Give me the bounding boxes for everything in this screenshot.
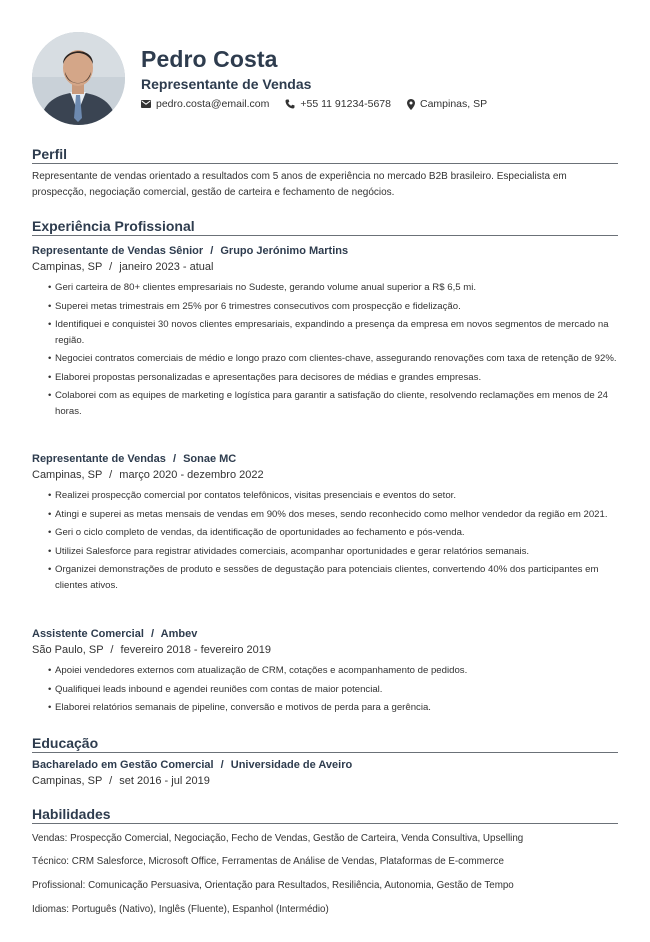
job-location: Campinas, SP (32, 469, 103, 481)
separator: / (172, 453, 177, 465)
list-item: • Identifiquei e conquistei 30 novos clientes empresariais, expandindo a presença da empresa em novos segmentos de mercado na região. (48, 317, 618, 348)
job-title: Representante de Vendas (32, 453, 166, 465)
skills-section (32, 806, 618, 824)
section-title-profile: Perfil (32, 146, 618, 164)
job-title: Assistente Comercial (32, 628, 144, 640)
education-section (32, 735, 618, 789)
job-bullets (32, 488, 618, 593)
job-bullets (32, 663, 618, 716)
contact-location (407, 98, 487, 110)
education-meta (32, 774, 618, 789)
list-item: • Geri o ciclo completo de vendas, da identificação de oportunidades ao fechamento e pós-venda. (48, 525, 618, 541)
list-item: • Atingi e superei as metas mensais de vendas em 90% dos meses, sendo reconhecido como melhor vendedor da região em 2021. (48, 507, 618, 523)
phone-icon (285, 99, 295, 109)
list-item: • Colaborei com as equipes de marketing e logística para garantir a satisfação do cliente, resolvendo reclamações em menos de 24 horas. (48, 388, 618, 419)
job-entry (32, 452, 618, 596)
separator: / (109, 261, 113, 273)
contact-phone[interactable] (285, 98, 391, 110)
job-entry (32, 627, 618, 719)
separator: / (220, 759, 224, 771)
list-item: • Qualifiquei leads inbound e agendei reuniões com contas de maior potencial. (48, 682, 618, 698)
company-name: Ambev (160, 628, 198, 640)
school-name: Universidade de Aveiro (230, 759, 353, 771)
education-period: set 2016 - jul 2019 (119, 775, 210, 787)
education-location: Campinas, SP (32, 775, 103, 787)
phone-text: +55 11 91234-5678 (300, 98, 391, 110)
email-text: pedro.costa@email.com (156, 98, 270, 110)
job-entry (32, 244, 618, 422)
job-title: Representante de Vendas Sênior (32, 245, 204, 257)
skill-line: Idiomas: Português (Nativo), Inglês (Fluente), Espanhol (Intermédio) (32, 904, 329, 915)
contact-email[interactable] (141, 98, 269, 110)
job-location: São Paulo, SP (32, 644, 104, 656)
job-location: Campinas, SP (32, 261, 103, 273)
list-item: • Apoiei vendedores externos com atualização de CRM, cotações e acompanhamento de pedidos. (48, 663, 618, 679)
profile-summary: Representante de vendas orientado a resultados com 5 anos de experiência no mercado B2B brasileiro. Especialista em prospecção, negociação comercial, gestão de carteira e fechamento de negócios. (32, 171, 567, 198)
separator: / (109, 469, 113, 481)
separator: / (110, 644, 114, 656)
job-meta (32, 468, 618, 483)
job-heading (32, 627, 618, 642)
job-period: fevereiro 2018 - fevereiro 2019 (120, 644, 271, 656)
separator: / (109, 775, 113, 787)
experience-section (32, 218, 618, 236)
list-item: • Elaborei relatórios semanais de pipeline, conversão e motivos de perda para a gerência. (48, 700, 618, 716)
list-item: • Elaborei propostas personalizadas e apresentações para decisores de médias e grandes empresas. (48, 370, 618, 386)
location-text: Campinas, SP (419, 98, 488, 110)
section-title-experience: Experiência Profissional (32, 218, 618, 236)
resume-header (32, 32, 622, 128)
skill-line: Profissional: Comunicação Persuasiva, Orientação para Resultados, Resiliência, Autonomia, Gestão de Tempo (32, 880, 514, 891)
section-title-skills: Habilidades (32, 806, 618, 824)
email-icon (141, 100, 151, 108)
section-title-education: Educação (32, 735, 618, 753)
list-item: • Superei metas trimestrais em 25% por 6 trimestres consecutivos com prospecção e fidelização. (48, 299, 618, 315)
job-meta (32, 643, 618, 658)
skill-line: Técnico: CRM Salesforce, Microsoft Office, Ferramentas de Análise de Vendas, Plataformas de E-commerce (32, 856, 504, 867)
separator: / (210, 245, 214, 257)
location-pin-icon (407, 99, 415, 110)
separator: / (150, 628, 155, 640)
company-name: Grupo Jerónimo Martins (220, 245, 349, 257)
company-name: Sonae MC (183, 453, 237, 465)
list-item: • Negociei contratos comerciais de médio e longo prazo com clientes-chave, assegurando renovações com taxa de retenção de 92%. (48, 351, 618, 367)
list-item: • Utilizei Salesforce para registrar atividades comerciais, acompanhar oportunidades e gerar relatórios semanais. (48, 544, 618, 560)
job-meta (32, 260, 618, 275)
skill-line: Vendas: Prospecção Comercial, Negociação, Fecho de Vendas, Gestão de Carteira, Venda Consultiva, Upselling (32, 833, 524, 844)
contact-list (141, 98, 503, 110)
education-heading (32, 758, 618, 773)
candidate-name: Pedro Costa (141, 46, 278, 72)
profile-section (32, 146, 618, 200)
job-heading (32, 244, 618, 259)
job-bullets (32, 280, 618, 419)
avatar (32, 32, 125, 125)
list-item: • Realizei prospecção comercial por contatos telefônicos, visitas presenciais e eventos do setor. (48, 488, 618, 504)
degree-name: Bacharelado em Gestão Comercial (32, 759, 214, 771)
job-period: março 2020 - dezembro 2022 (119, 469, 264, 481)
list-item: • Organizei demonstrações de produto e sessões de degustação para potenciais clientes, convertendo 40% dos participantes em clientes ativos. (48, 562, 618, 593)
job-heading (32, 452, 618, 467)
candidate-role: Representante de Vendas (141, 76, 312, 92)
list-item: • Geri carteira de 80+ clientes empresariais no Sudeste, gerando volume anual superior a R$ 6,5 mi. (48, 280, 618, 296)
job-period: janeiro 2023 - atual (119, 261, 214, 273)
